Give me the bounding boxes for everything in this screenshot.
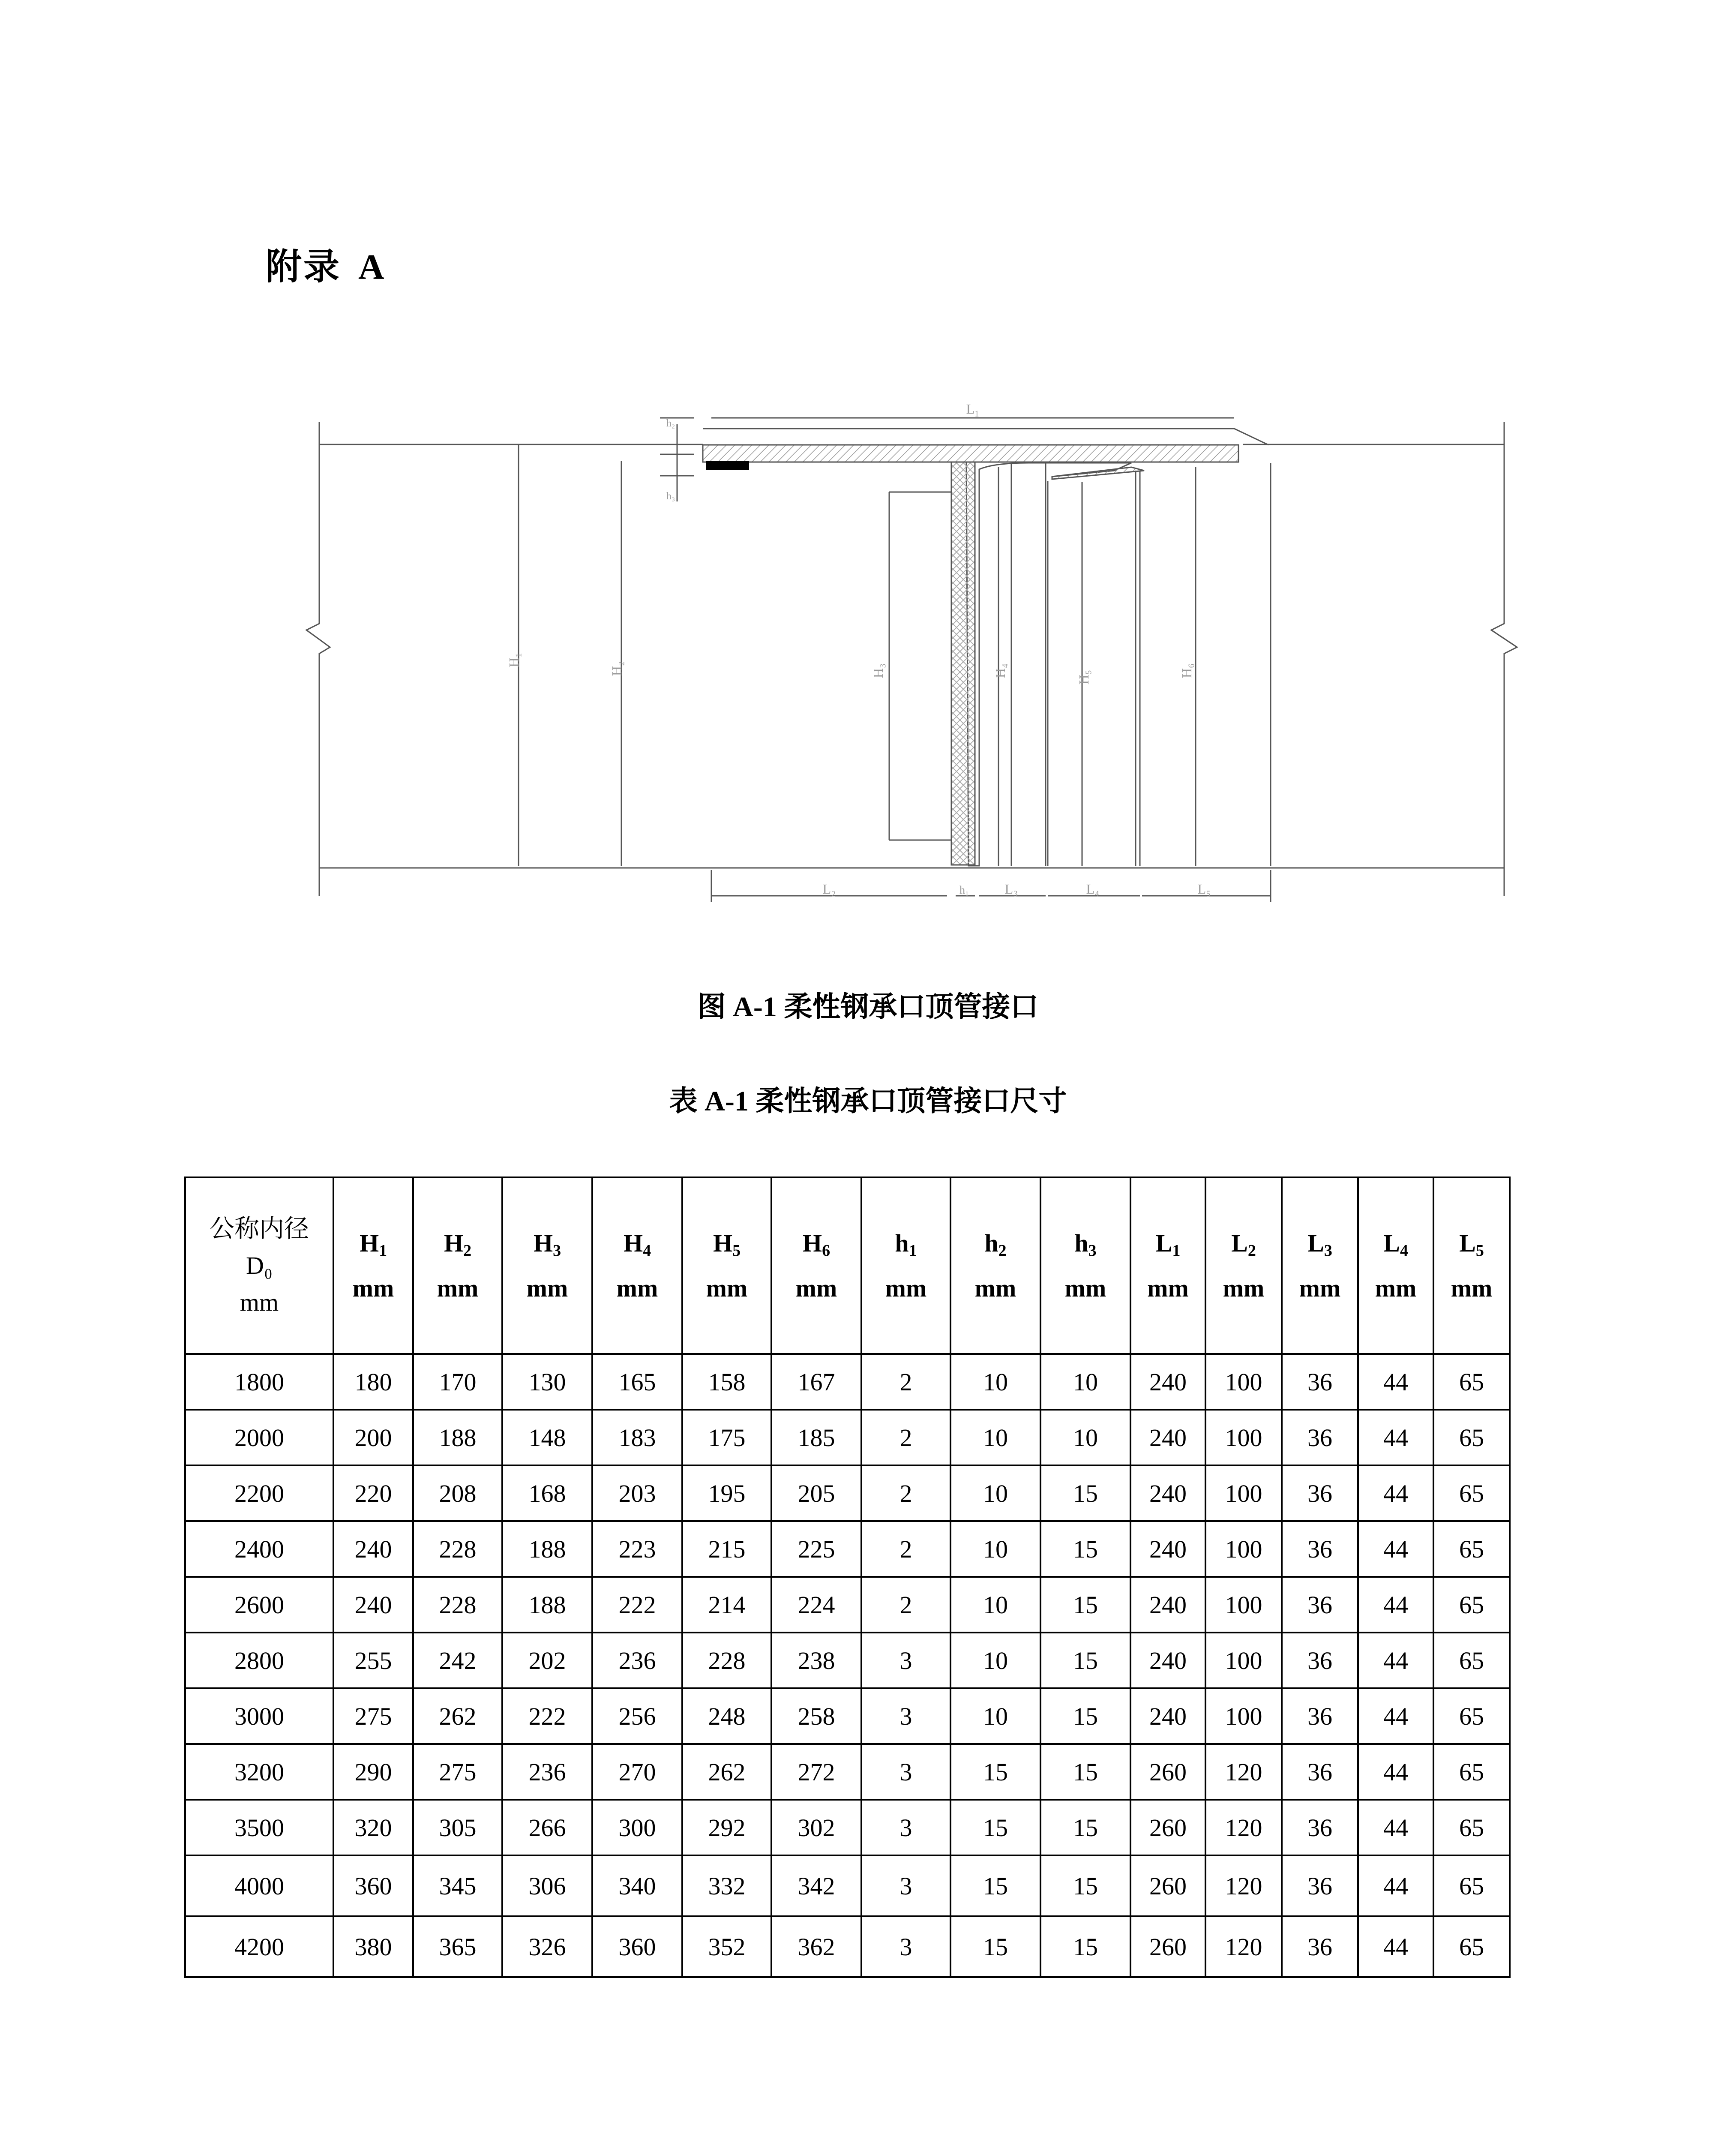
table-cell: 326 [502, 1916, 592, 1977]
table-cell: 3 [861, 1916, 950, 1977]
table-cell: 225 [771, 1521, 861, 1577]
table-cell: 258 [771, 1688, 861, 1744]
table-cell: 215 [682, 1521, 771, 1577]
table-cell: 240 [333, 1577, 413, 1633]
table-cell: 208 [413, 1465, 502, 1521]
table-cell: 362 [771, 1916, 861, 1977]
table-row [185, 1577, 1510, 1633]
header-h2: $h_2$ mm [950, 1177, 1040, 1354]
label-H2: H₂ [609, 661, 624, 676]
table-cell: 65 [1433, 1855, 1510, 1916]
table-cell-diameter: 3500 [185, 1800, 333, 1855]
table-cell: 266 [502, 1800, 592, 1855]
table-row [185, 1410, 1510, 1465]
label-h2: h₂ [666, 418, 675, 429]
appendix-heading-prefix: 附录 [266, 247, 342, 287]
label-H6: H₆ [1179, 663, 1194, 678]
table-cell: 36 [1282, 1354, 1358, 1410]
table-row [185, 1354, 1510, 1410]
table-cell: 345 [413, 1855, 502, 1916]
table-cell: 188 [502, 1521, 592, 1577]
table-cell: 15 [1040, 1633, 1130, 1688]
table-row [185, 1855, 1510, 1916]
table-cell: 100 [1205, 1688, 1282, 1744]
table-row [185, 1744, 1510, 1800]
table-cell: 65 [1433, 1410, 1510, 1465]
label-H1: H₁ [506, 652, 522, 668]
table-cell: 44 [1358, 1354, 1433, 1410]
table-cell: 3 [861, 1744, 950, 1800]
table-cell: 360 [333, 1855, 413, 1916]
table-cell: 240 [1130, 1633, 1205, 1688]
table-cell-diameter: 2600 [185, 1577, 333, 1633]
table-cell: 36 [1282, 1800, 1358, 1855]
table-cell: 3 [861, 1855, 950, 1916]
table-cell: 158 [682, 1354, 771, 1410]
table-cell: 240 [1130, 1521, 1205, 1577]
table-cell: 305 [413, 1800, 502, 1855]
header-L5: $L_5$ mm [1433, 1177, 1510, 1354]
table-cell: 260 [1130, 1855, 1205, 1916]
table-cell: 44 [1358, 1688, 1433, 1744]
table-cell: 100 [1205, 1577, 1282, 1633]
table-row [185, 1633, 1510, 1688]
header-L3: $L_3$ mm [1282, 1177, 1358, 1354]
table-cell: 203 [592, 1465, 682, 1521]
table-cell: 238 [771, 1633, 861, 1688]
table-body [185, 1354, 1510, 1977]
table-cell: 36 [1282, 1688, 1358, 1744]
table-cell: 272 [771, 1744, 861, 1800]
table-cell: 165 [592, 1354, 682, 1410]
table-cell: 15 [950, 1916, 1040, 1977]
table-cell-diameter: 1800 [185, 1354, 333, 1410]
table-cell-diameter: 2200 [185, 1465, 333, 1521]
table-cell: 260 [1130, 1800, 1205, 1855]
table-cell: 2 [861, 1410, 950, 1465]
table-cell: 380 [333, 1916, 413, 1977]
table-cell: 2 [861, 1521, 950, 1577]
table-cell: 36 [1282, 1521, 1358, 1577]
table-cell: 302 [771, 1800, 861, 1855]
table-cell: 15 [1040, 1577, 1130, 1633]
table-cell: 65 [1433, 1521, 1510, 1577]
table-cell: 240 [333, 1521, 413, 1577]
table-cell: 340 [592, 1855, 682, 1916]
table-cell: 200 [333, 1410, 413, 1465]
table-cell: 44 [1358, 1855, 1433, 1916]
table-cell: 148 [502, 1410, 592, 1465]
table-cell: 220 [333, 1465, 413, 1521]
table-cell: 120 [1205, 1855, 1282, 1916]
label-H4: H₄ [992, 663, 1008, 678]
table-cell: 100 [1205, 1521, 1282, 1577]
table-cell: 228 [413, 1521, 502, 1577]
table-cell: 3 [861, 1633, 950, 1688]
table-cell: 167 [771, 1354, 861, 1410]
table-cell: 185 [771, 1410, 861, 1465]
table-cell: 180 [333, 1354, 413, 1410]
table-cell: 275 [413, 1744, 502, 1800]
steel-socket [703, 445, 1238, 462]
table-header-row [185, 1177, 1510, 1354]
table-cell: 36 [1282, 1410, 1358, 1465]
table-cell: 3 [861, 1800, 950, 1855]
table-cell: 240 [1130, 1354, 1205, 1410]
table-cell: 214 [682, 1577, 771, 1633]
table-cell: 15 [950, 1744, 1040, 1800]
table-cell: 228 [413, 1577, 502, 1633]
table-cell-diameter: 2400 [185, 1521, 333, 1577]
table-cell: 10 [950, 1465, 1040, 1521]
table-cell: 65 [1433, 1465, 1510, 1521]
table-cell: 10 [950, 1633, 1040, 1688]
table-cell: 44 [1358, 1916, 1433, 1977]
table-row [185, 1521, 1510, 1577]
table-cell: 188 [413, 1410, 502, 1465]
table-cell: 44 [1358, 1744, 1433, 1800]
dimension-table [184, 1177, 1511, 1978]
table-cell: 242 [413, 1633, 502, 1688]
header-line: 公称内径 [209, 1215, 309, 1243]
socket-top-edge [703, 429, 1268, 445]
table-cell: 2 [861, 1354, 950, 1410]
table-cell-diameter: 2800 [185, 1633, 333, 1688]
table-cell-diameter: 3200 [185, 1744, 333, 1800]
table-row [185, 1465, 1510, 1521]
table-cell: 240 [1130, 1410, 1205, 1465]
table-cell: 15 [1040, 1465, 1130, 1521]
table-cell: 236 [502, 1744, 592, 1800]
spigot-profile [966, 462, 1131, 866]
header-H5: $H_5$ mm [682, 1177, 771, 1354]
table-row [185, 1916, 1510, 1977]
table-caption: 表 A-1 柔性钢承口顶管接口尺寸 [669, 1086, 1067, 1117]
header-H4: $H_4$ mm [592, 1177, 682, 1354]
spigot-tip [1052, 467, 1144, 479]
table-cell: 65 [1433, 1633, 1510, 1688]
right-break-mark [1491, 422, 1517, 896]
table-cell: 202 [502, 1633, 592, 1688]
header-h3: $h_3$ mm [1040, 1177, 1130, 1354]
table-cell: 120 [1205, 1800, 1282, 1855]
label-L1: L₁ [966, 401, 980, 417]
table-cell: 224 [771, 1577, 861, 1633]
table-cell: 352 [682, 1916, 771, 1977]
table-cell-diameter: 4000 [185, 1855, 333, 1916]
table-cell: 100 [1205, 1410, 1282, 1465]
table-cell: 222 [502, 1688, 592, 1744]
label-L4: L₄ [1086, 881, 1100, 897]
table-cell: 15 [1040, 1744, 1130, 1800]
header-H2: $H_2$ mm [413, 1177, 502, 1354]
table-cell: 44 [1358, 1410, 1433, 1465]
table-cell: 65 [1433, 1354, 1510, 1410]
table-cell: 36 [1282, 1465, 1358, 1521]
table-cell: 260 [1130, 1916, 1205, 1977]
table-cell: 130 [502, 1354, 592, 1410]
table-row [185, 1688, 1510, 1744]
table-cell: 300 [592, 1800, 682, 1855]
table-cell: 65 [1433, 1916, 1510, 1977]
table-cell: 248 [682, 1688, 771, 1744]
table-cell: 10 [1040, 1410, 1130, 1465]
table-cell: 15 [1040, 1521, 1130, 1577]
table-cell: 44 [1358, 1577, 1433, 1633]
header-line: mm [240, 1288, 279, 1316]
table-cell: 15 [950, 1800, 1040, 1855]
table-cell: 65 [1433, 1688, 1510, 1744]
table-cell: 44 [1358, 1465, 1433, 1521]
table-cell: 175 [682, 1410, 771, 1465]
table-cell: 100 [1205, 1633, 1282, 1688]
left-break-mark [306, 422, 330, 896]
table-cell: 170 [413, 1354, 502, 1410]
table-row [185, 1800, 1510, 1855]
table-cell: 240 [1130, 1577, 1205, 1633]
table-cell: 270 [592, 1744, 682, 1800]
table-cell: 188 [502, 1577, 592, 1633]
table-cell: 65 [1433, 1744, 1510, 1800]
label-L3: L₃ [1004, 881, 1018, 897]
header-line: D₀ [246, 1252, 273, 1279]
appendix-heading-letter: A [358, 247, 386, 287]
header-nominal-diameter [185, 1177, 333, 1354]
table-cell: 275 [333, 1688, 413, 1744]
table-cell: 240 [1130, 1465, 1205, 1521]
table-cell: 3 [861, 1688, 950, 1744]
label-h3: h₃ [666, 491, 675, 502]
table-cell: 36 [1282, 1577, 1358, 1633]
table-cell: 223 [592, 1521, 682, 1577]
table-cell-diameter: 3000 [185, 1688, 333, 1744]
label-H5: H₅ [1076, 669, 1091, 685]
table-cell: 36 [1282, 1744, 1358, 1800]
table-cell: 10 [950, 1577, 1040, 1633]
table-cell: 120 [1205, 1916, 1282, 1977]
table-cell: 44 [1358, 1800, 1433, 1855]
table-cell: 195 [682, 1465, 771, 1521]
table-cell: 222 [592, 1577, 682, 1633]
header-H6: $H_6$ mm [771, 1177, 861, 1354]
label-L2: L₂ [822, 881, 836, 897]
table-cell: 255 [333, 1633, 413, 1688]
header-H1: $H_1$ mm [333, 1177, 413, 1354]
table-cell: 292 [682, 1800, 771, 1855]
table-cell: 256 [592, 1688, 682, 1744]
table-cell: 10 [950, 1410, 1040, 1465]
table-cell: 320 [333, 1800, 413, 1855]
table-cell: 100 [1205, 1465, 1282, 1521]
header-H3: $H_3$ mm [502, 1177, 592, 1354]
table-cell: 36 [1282, 1633, 1358, 1688]
label-h1: h₁ [959, 884, 969, 896]
table-cell: 65 [1433, 1800, 1510, 1855]
table-cell-diameter: 2000 [185, 1410, 333, 1465]
table-cell: 183 [592, 1410, 682, 1465]
header-L4: $L_4$ mm [1358, 1177, 1433, 1354]
table-cell: 168 [502, 1465, 592, 1521]
table-cell: 290 [333, 1744, 413, 1800]
table-cell: 332 [682, 1855, 771, 1916]
table-cell: 65 [1433, 1577, 1510, 1633]
figure-caption: 图 A-1 柔性钢承口顶管接口 [697, 991, 1039, 1023]
seal-block [706, 461, 749, 470]
table-cell: 228 [682, 1633, 771, 1688]
table-cell: 15 [1040, 1800, 1130, 1855]
table-cell: 10 [950, 1354, 1040, 1410]
table-cell: 15 [1040, 1855, 1130, 1916]
table-cell: 15 [950, 1855, 1040, 1916]
packing-ring [951, 462, 975, 865]
table-cell: 236 [592, 1633, 682, 1688]
table-cell: 360 [592, 1916, 682, 1977]
table-cell: 262 [682, 1744, 771, 1800]
table-cell: 365 [413, 1916, 502, 1977]
table-cell: 205 [771, 1465, 861, 1521]
table-cell: 240 [1130, 1688, 1205, 1744]
table-cell: 10 [950, 1688, 1040, 1744]
header-h1: $h_1$ mm [861, 1177, 950, 1354]
table-cell: 36 [1282, 1855, 1358, 1916]
table-cell: 10 [950, 1521, 1040, 1577]
table-cell: 15 [1040, 1916, 1130, 1977]
table-cell: 44 [1358, 1521, 1433, 1577]
table-cell: 260 [1130, 1744, 1205, 1800]
label-L5: L₅ [1197, 881, 1211, 897]
table-cell: 342 [771, 1855, 861, 1916]
label-H3: H₃ [870, 663, 886, 678]
table-cell-diameter: 4200 [185, 1916, 333, 1977]
pipe-joint-drawing [0, 0, 1736, 943]
header-L1: $L_1$ mm [1130, 1177, 1205, 1354]
table-cell: 306 [502, 1855, 592, 1916]
table-cell: 2 [861, 1465, 950, 1521]
table-cell: 120 [1205, 1744, 1282, 1800]
table-cell: 15 [1040, 1688, 1130, 1744]
table-cell: 262 [413, 1688, 502, 1744]
table-cell: 44 [1358, 1633, 1433, 1688]
table-cell: 2 [861, 1577, 950, 1633]
table-cell: 100 [1205, 1354, 1282, 1410]
table-cell: 10 [1040, 1354, 1130, 1410]
table-cell: 36 [1282, 1916, 1358, 1977]
header-L2: $L_2$ mm [1205, 1177, 1282, 1354]
